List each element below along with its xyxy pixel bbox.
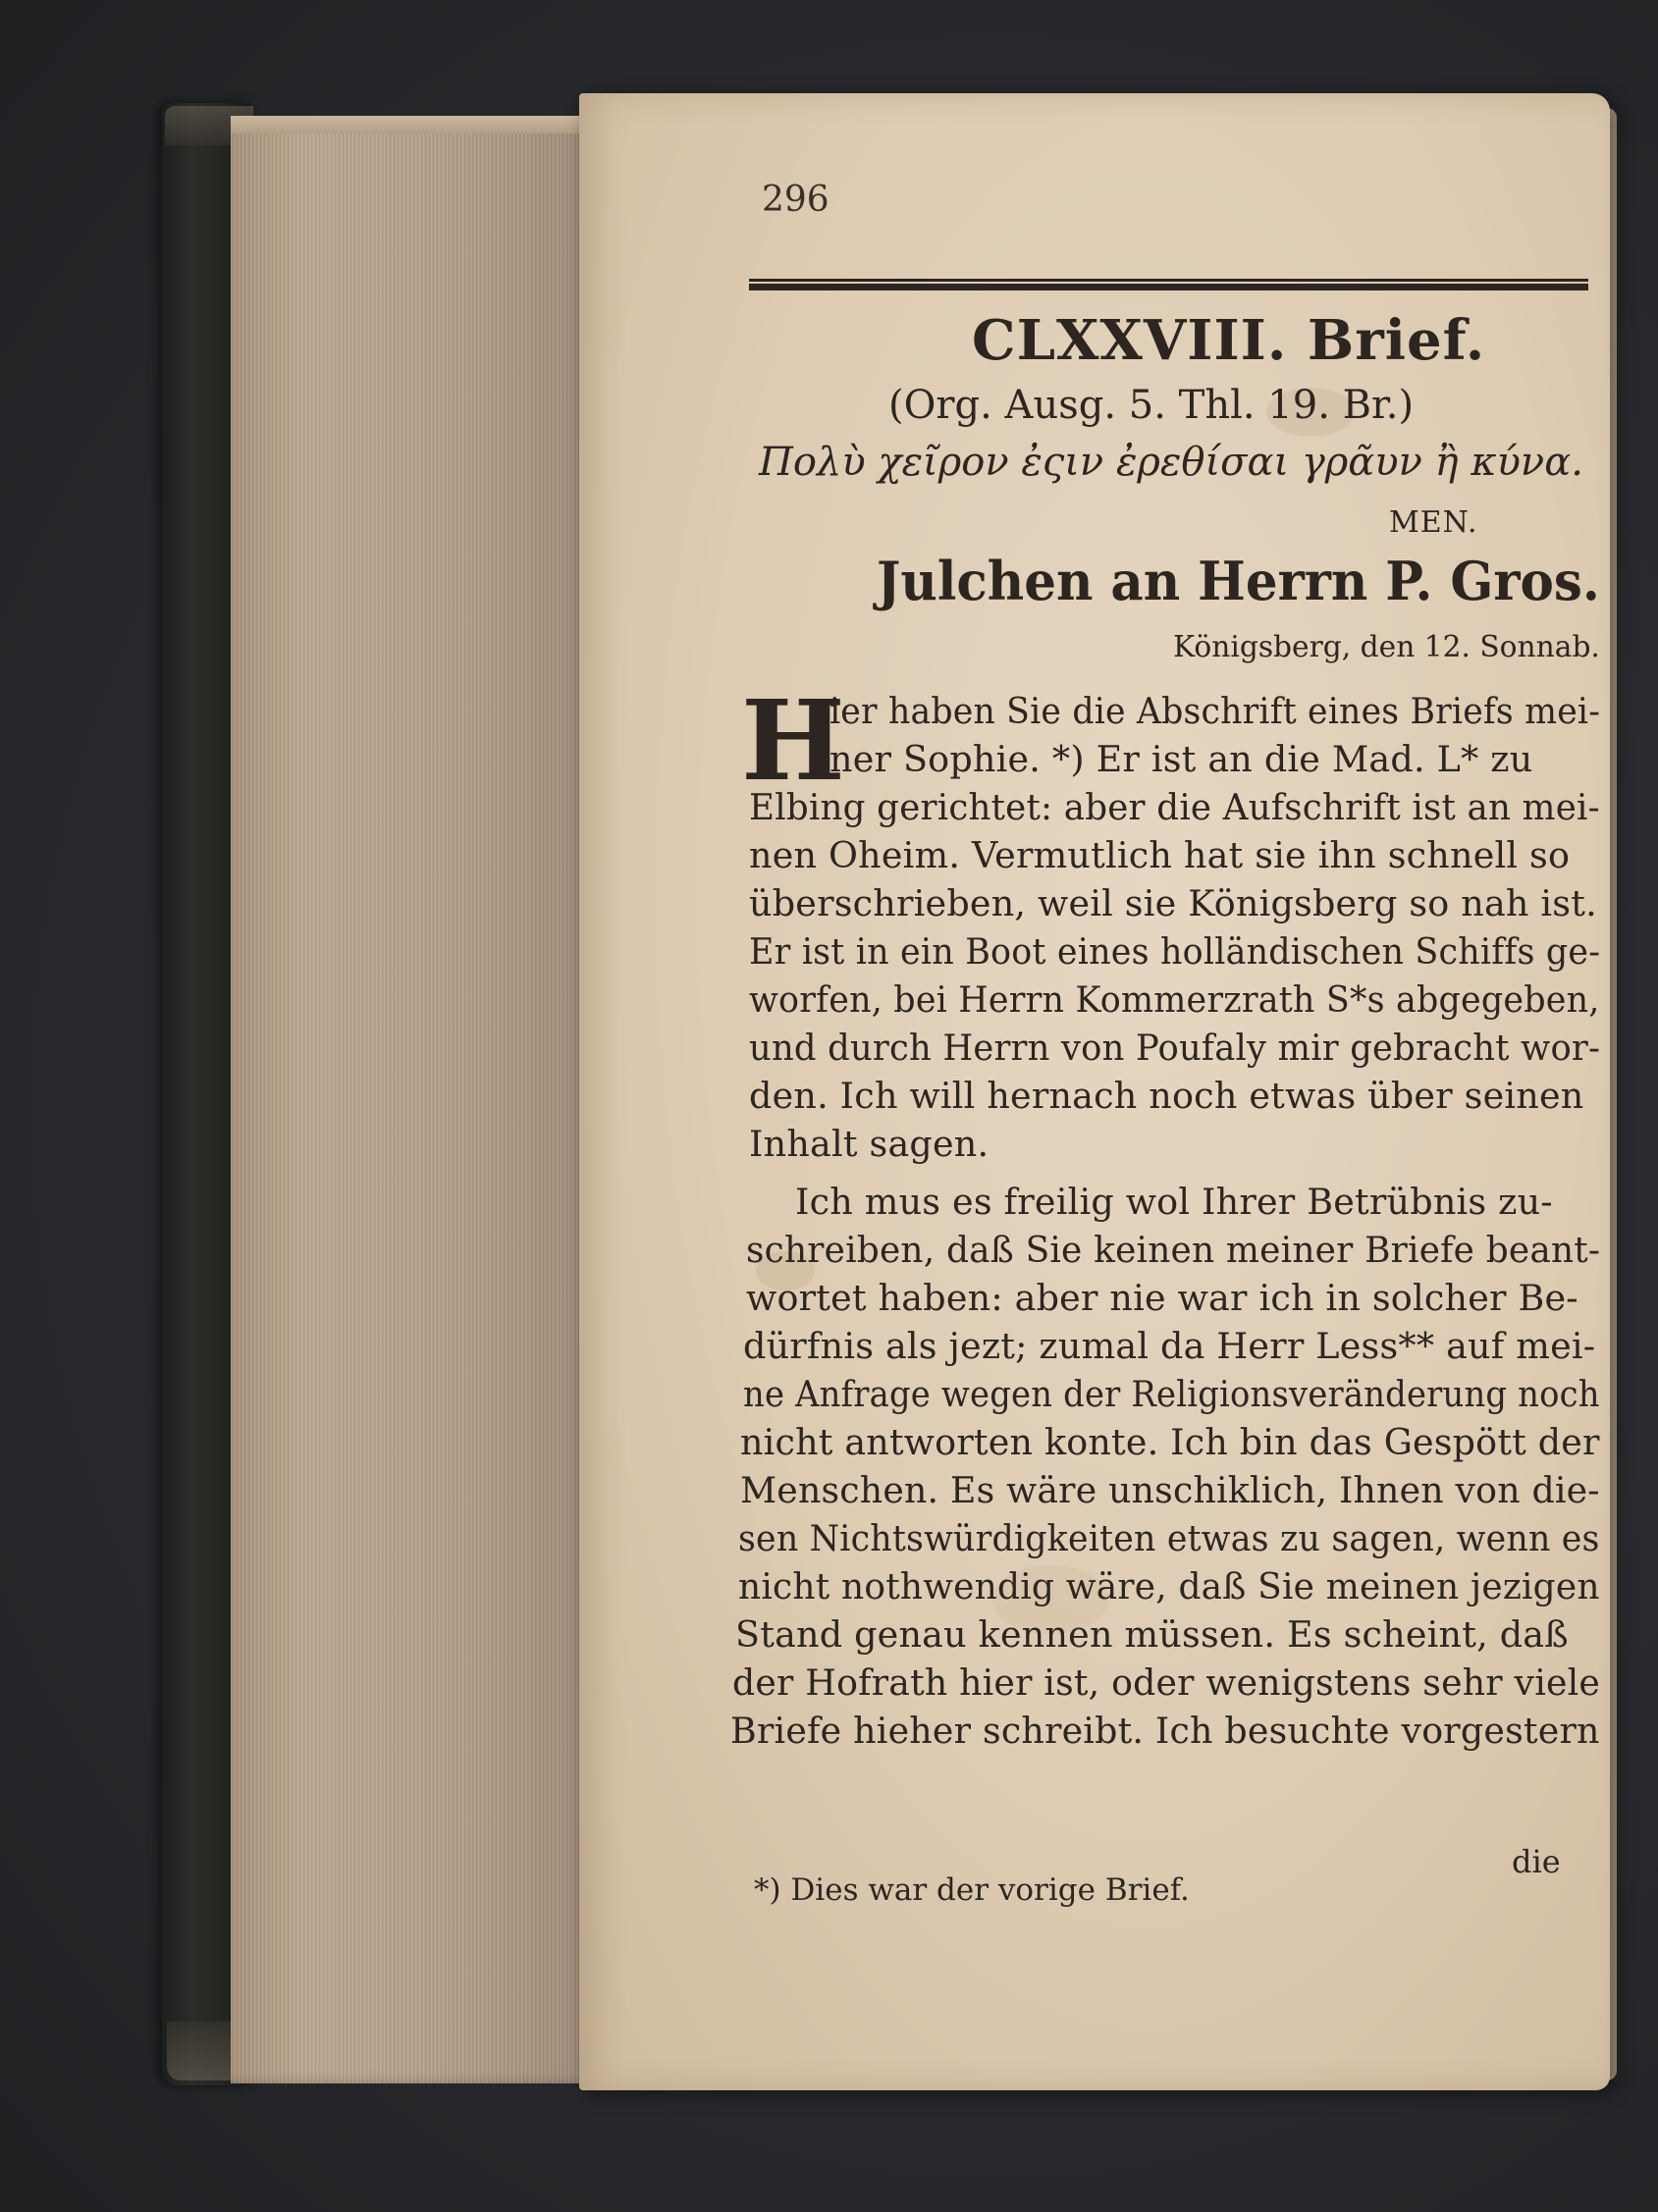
source-note: (Org. Ausg. 5. Thl. 19. Br.) — [888, 383, 1415, 428]
page-block-top — [231, 116, 594, 133]
body-line: nen Oheim. Vermutlich hat sie ihn schnell so — [749, 834, 1571, 876]
body-line: sen Nichtswürdigkeiten etwas zu sagen, wenn es — [738, 1517, 1600, 1559]
body-line: nicht nothwendig wäre, daß Sie meinen jezigen — [738, 1565, 1600, 1607]
body-line: worfen, bei Herrn Kommerzrath S*s abgegeben, — [749, 978, 1600, 1021]
catchword: die — [1512, 1843, 1561, 1880]
body-line: Stand genau kennen müssen. Es scheint, daß — [735, 1613, 1569, 1656]
drop-cap: H — [741, 677, 845, 806]
dateline: Königsberg, den 12. Sonnab. — [1173, 630, 1600, 664]
body-line: Briefe hieher schreibt. Ich besuchte vorgestern — [730, 1710, 1600, 1752]
body-line: schreiben, daß Sie keinen meiner Briefe beant- — [746, 1229, 1601, 1271]
footnote: *) Dies war der vorige Brief. — [754, 1872, 1190, 1908]
body-line: ne Anfrage wegen der Religionsveränderung noch — [743, 1373, 1600, 1415]
body-line: dürfnis als jezt; zumal da Herr Less** auf mei- — [743, 1325, 1596, 1367]
body-line: den. Ich will hernach noch etwas über seinen — [749, 1075, 1584, 1117]
body-line: und durch Herrn von Poufaly mir gebracht wor- — [749, 1027, 1601, 1069]
body-line: Inhalt sagen. — [749, 1123, 989, 1165]
epigraph-greek: Πολὺ χεῖρον ἐςιν ἐρεθίσαι γρᾶυν ἢ κύνα. — [759, 440, 1583, 485]
body-line: der Hofrath hier ist, oder wenigstens sehr viele — [732, 1661, 1601, 1704]
letter-title: CLXXVIII. Brief. — [972, 308, 1486, 373]
body-line: ner Sophie. *) Er ist an die Mad. L* zu — [829, 738, 1533, 780]
body-line: Elbing gerichtet: aber die Aufschrift ist an mei- — [749, 786, 1600, 828]
body-line: wortet haben: aber nie war ich in solcher Be- — [746, 1277, 1578, 1319]
page-number: 296 — [762, 180, 829, 220]
body-line: nicht antworten konte. Ich bin das Gespött der — [740, 1421, 1600, 1463]
header-rule — [749, 277, 1588, 292]
epigraph-author: MEN. — [1389, 505, 1478, 540]
body-line: Menschen. Es wäre unschiklich, Ihnen von die- — [740, 1469, 1600, 1511]
body-line: Er ist in ein Boot eines holländischen Schiffs ge- — [749, 930, 1601, 973]
body-line: überschrieben, weil sie Königsberg so nah ist. — [749, 882, 1597, 924]
body-line: Ich mus es freilig wol Ihrer Betrübnis zu- — [795, 1181, 1553, 1223]
letter-heading: Julchen an Herrn P. Gros. — [877, 550, 1600, 612]
body-line: ier haben Sie die Abschrift eines Briefs mei- — [829, 690, 1601, 732]
page-block-edges — [231, 116, 594, 2083]
